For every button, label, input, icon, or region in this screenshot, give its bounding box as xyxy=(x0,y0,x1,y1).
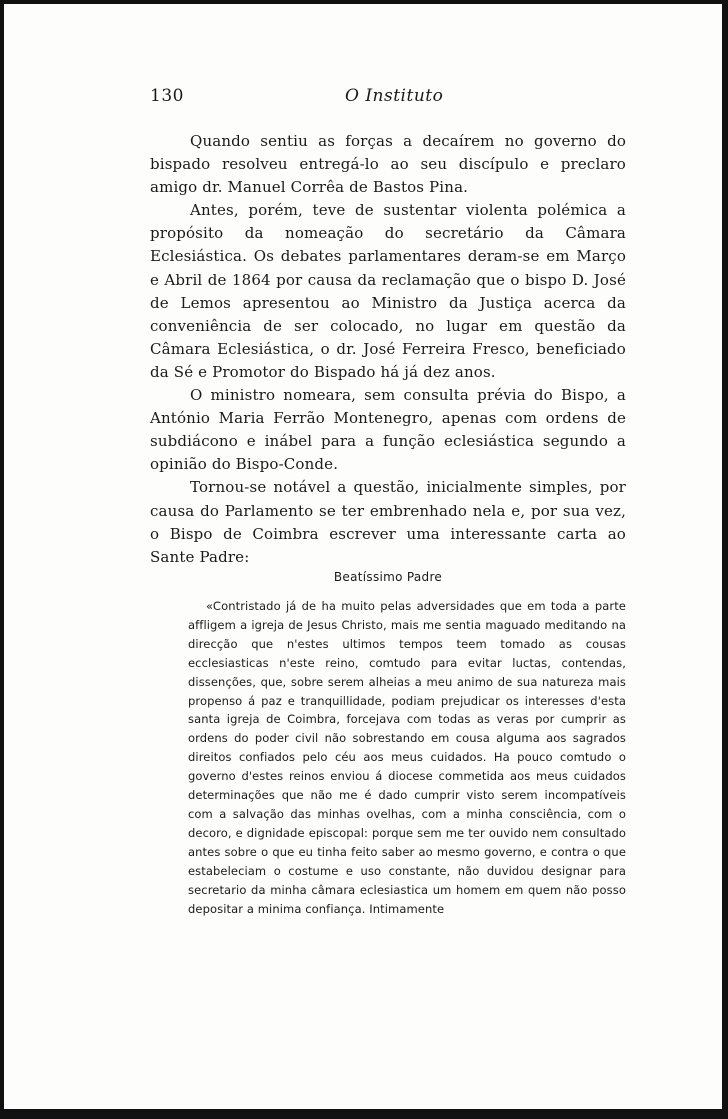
paragraph: Tornou-se notável a questão, inicialmente simples, por causa do Parlamento se ter embrenhado nela e, por sua vez, o Bispo de Coimbra escrever uma interessante carta ao Sante Padre: xyxy=(150,478,626,566)
page-header xyxy=(150,86,626,110)
page-number: 130 xyxy=(150,86,184,106)
letter-paragraph: «Contristado já de ha muito pelas adversidades que em toda a parte affligem a igreja de Jesus Christo, mais me sentia maguado meditando na direcção que n'estes ultimos tempos teem tomado as cousas ecclesiasticas n'este reino, comtudo para evitar luctas, contendas, dissenções, que, sobre serem alheias a meu animo de sua natureza mais propenso á paz e tranquillidade, podiam prejudicar os interesses d'esta santa igreja de Coimbra, forcejava com todas as veras por cumprir as ordens do poder civil não sobrestando em cousa alguma aos sagrados direitos confiados pelo céu aos meus cuidados. Ha pouco comtudo o governo d'estes reinos enviou á diocese commetida aos meus cuidados determinações que não me é dado cumprir visto serem incompatíveis com a salvação das minhas ovelhas, com a minha consciência, com o decoro, e dignidade episcopal: porque sem me ter ouvido nem consultado antes sobre o que eu tinha feito saber ao mesmo governo, e contra o que estabeleciam o costume e uso constante, não duvidou designar para secretario da minha câmara eclesiastica um homem em quem não posso depositar a minima confiança. Intimamente xyxy=(188,599,626,916)
quoted-letter xyxy=(188,597,626,918)
paragraph: Antes, porém, teve de sustentar violenta polémica a propósito da nomeação do secretário da Câmara Eclesiástica. Os debates parlamentares deram-se em Março e Abril de 1864 por causa da reclamação que o bispo D. José de Lemos apresentou ao Ministro da Justiça acerca da conveniência de ser colocado, no lugar em questão da Câmara Eclesiástica, o dr. José Ferreira Fresco, beneficiado da Sé e Promotor do Bispado há já dez anos. xyxy=(150,201,626,381)
paragraph: O ministro nomeara, sem consulta prévia do Bispo, a António Maria Ferrão Montenegro, apenas com ordens de subdiácono e inábel para a função eclesiástica segundo a opinião do Bispo-Conde. xyxy=(150,386,626,474)
letter-salutation: Beatíssimo Padre xyxy=(333,570,443,584)
body-text xyxy=(150,130,626,569)
running-title: O Instituto xyxy=(345,86,444,106)
paragraph: Quando sentiu as forças a decaírem no governo do bispado resolveu entregá-lo ao seu discípulo e preclaro amigo dr. Manuel Corrêa de Bastos Pina. xyxy=(150,132,626,197)
